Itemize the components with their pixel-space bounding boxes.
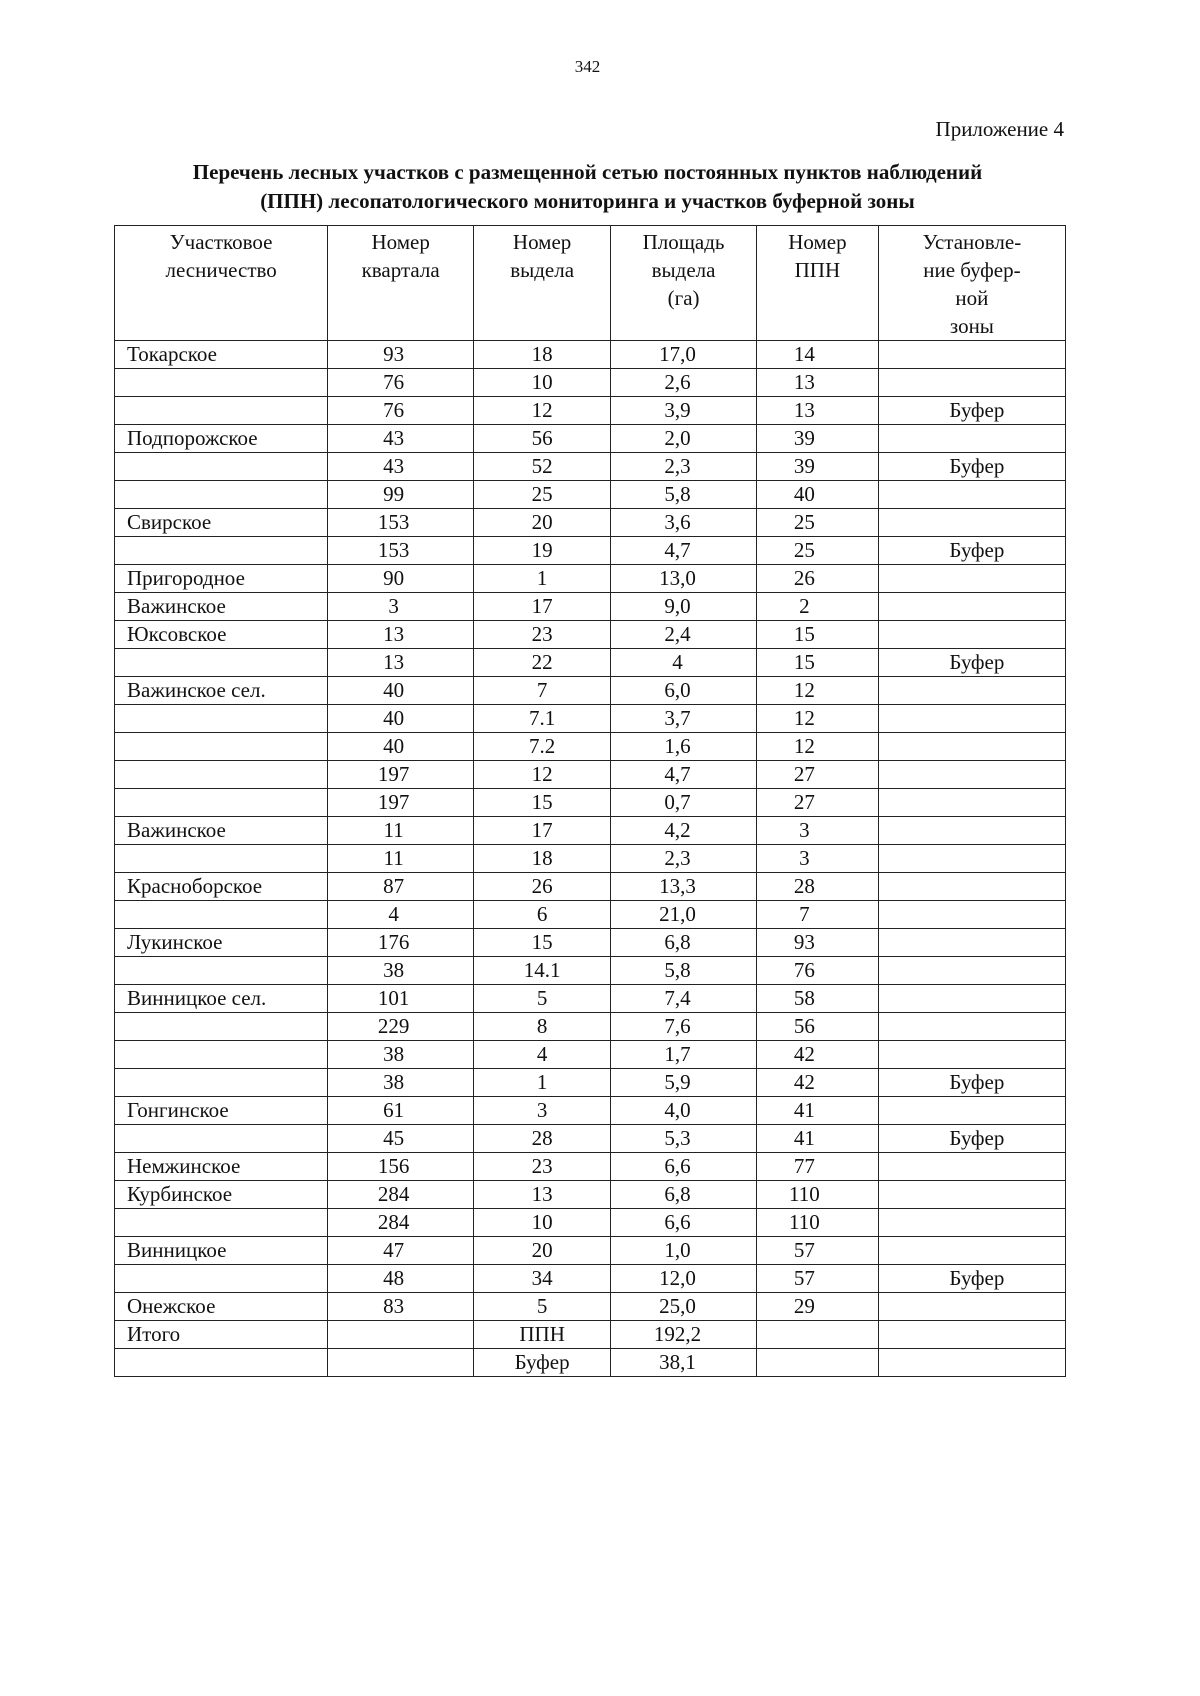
allotment-cell: 12 [474,761,611,789]
ppn-cell: 39 [756,453,878,481]
allotment-cell: 28 [474,1125,611,1153]
quarter-cell [328,1349,474,1377]
allotment-cell: 3 [474,1097,611,1125]
area-cell: 5,3 [611,1125,757,1153]
area-cell: 12,0 [611,1265,757,1293]
area-cell: 7,4 [611,985,757,1013]
area-cell: 5,8 [611,957,757,985]
buffer-cell [878,817,1065,845]
header-allotment-line-2: выдела [510,258,575,282]
allotment-cell: 1 [474,1069,611,1097]
forestry-cell: Онежское [115,1293,328,1321]
forestry-cell: Важинское [115,593,328,621]
forestry-cell [115,1125,328,1153]
area-cell: 4,2 [611,817,757,845]
area-cell: 1,6 [611,733,757,761]
title-line-2: (ППН) лесопатологического мониторинга и участков буферной зоны [260,189,915,213]
buffer-cell [878,1041,1065,1069]
header-ppn-line-2: ППН [794,258,841,282]
allotment-cell: 13 [474,1181,611,1209]
table-row [115,593,1066,621]
buffer-cell: Буфер [878,397,1065,425]
table-row [115,565,1066,593]
table-row [115,453,1066,481]
area-cell: 2,3 [611,845,757,873]
forestry-cell [115,1209,328,1237]
quarter-cell: 38 [328,1069,474,1097]
ppn-cell: 12 [756,733,878,761]
forestry-cell [115,453,328,481]
table-row [115,817,1066,845]
buffer-cell [878,1293,1065,1321]
buffer-cell [878,789,1065,817]
ppn-cell: 12 [756,705,878,733]
buffer-cell [878,341,1065,369]
forestry-cell [115,1013,328,1041]
ppn-cell: 15 [756,649,878,677]
forestry-cell [115,397,328,425]
forest-plots-table [114,225,1066,1377]
forestry-cell [115,957,328,985]
area-cell: 13,3 [611,873,757,901]
area-cell: 17,0 [611,341,757,369]
allotment-cell: 7.1 [474,705,611,733]
table-row [115,397,1066,425]
table-row [115,1013,1066,1041]
document-title [100,158,1075,216]
quarter-cell: 156 [328,1153,474,1181]
header-area-line-3: (га) [667,286,700,310]
table-row [115,1237,1066,1265]
ppn-cell: 2 [756,593,878,621]
ppn-cell: 93 [756,929,878,957]
table-row [115,1209,1066,1237]
table-row [115,845,1066,873]
ppn-cell: 76 [756,957,878,985]
allotment-cell: 6 [474,901,611,929]
header-buffer-line-4: зоны [949,314,994,338]
allotment-cell: 18 [474,341,611,369]
ppn-cell: 41 [756,1125,878,1153]
buffer-cell [878,873,1065,901]
buffer-cell [878,677,1065,705]
ppn-cell: 27 [756,761,878,789]
table-row [115,1265,1066,1293]
allotment-cell: 1 [474,565,611,593]
header-forestry-line-2: лесничество [165,258,277,282]
header-forestry [115,226,328,341]
allotment-cell: 56 [474,425,611,453]
buffer-cell [878,509,1065,537]
header-quarter-line-2: квартала [361,258,440,282]
forestry-cell [115,733,328,761]
allotment-cell: 4 [474,1041,611,1069]
buffer-cell [878,1237,1065,1265]
buffer-cell [878,1321,1065,1349]
ppn-cell: 57 [756,1237,878,1265]
buffer-cell [878,901,1065,929]
ppn-cell: 57 [756,1265,878,1293]
header-forestry-line-1: Участковое [169,230,273,254]
area-cell: 2,0 [611,425,757,453]
quarter-cell: 45 [328,1125,474,1153]
header-quarter-number [328,226,474,341]
forestry-cell: Токарское [115,341,328,369]
allotment-cell: 23 [474,621,611,649]
area-cell: 5,9 [611,1069,757,1097]
allotment-cell: 23 [474,1153,611,1181]
table-row [115,649,1066,677]
area-cell: 38,1 [611,1349,757,1377]
buffer-cell [878,733,1065,761]
buffer-cell: Буфер [878,1265,1065,1293]
area-cell: 1,7 [611,1041,757,1069]
forestry-cell [115,1265,328,1293]
ppn-cell: 56 [756,1013,878,1041]
forestry-cell [115,1349,328,1377]
table-row [115,621,1066,649]
quarter-cell: 197 [328,761,474,789]
allotment-cell: 18 [474,845,611,873]
allotment-cell: 17 [474,593,611,621]
forestry-cell [115,901,328,929]
buffer-cell [878,369,1065,397]
table-row [115,1097,1066,1125]
area-cell: 0,7 [611,789,757,817]
quarter-cell: 13 [328,649,474,677]
forestry-cell [115,705,328,733]
table-row [115,1349,1066,1377]
quarter-cell: 48 [328,1265,474,1293]
area-cell: 2,4 [611,621,757,649]
buffer-cell [878,957,1065,985]
forestry-cell: Красноборское [115,873,328,901]
table-row [115,929,1066,957]
table-header-row [115,226,1066,341]
table-row [115,1069,1066,1097]
quarter-cell: 47 [328,1237,474,1265]
forestry-cell: Пригородное [115,565,328,593]
area-cell: 4,7 [611,761,757,789]
quarter-cell: 83 [328,1293,474,1321]
allotment-cell: 22 [474,649,611,677]
table-row [115,341,1066,369]
quarter-cell: 87 [328,873,474,901]
area-cell: 4,7 [611,537,757,565]
allotment-cell: 5 [474,985,611,1013]
quarter-cell: 43 [328,453,474,481]
quarter-cell: 153 [328,509,474,537]
buffer-cell [878,621,1065,649]
forestry-cell: Винницкое сел. [115,985,328,1013]
area-cell: 3,9 [611,397,757,425]
forestry-cell [115,789,328,817]
header-buffer-zone [878,226,1065,341]
ppn-cell: 110 [756,1181,878,1209]
allotment-cell: 8 [474,1013,611,1041]
buffer-cell: Буфер [878,1125,1065,1153]
forestry-cell [115,761,328,789]
buffer-cell [878,593,1065,621]
forestry-cell: Гонгинское [115,1097,328,1125]
quarter-cell: 76 [328,397,474,425]
table-row [115,1321,1066,1349]
area-cell: 9,0 [611,593,757,621]
allotment-cell: 19 [474,537,611,565]
quarter-cell: 90 [328,565,474,593]
ppn-cell: 14 [756,341,878,369]
area-cell: 3,6 [611,509,757,537]
ppn-cell: 110 [756,1209,878,1237]
buffer-cell [878,1097,1065,1125]
quarter-cell: 11 [328,817,474,845]
area-cell: 6,0 [611,677,757,705]
forestry-cell: Лукинское [115,929,328,957]
ppn-cell: 13 [756,369,878,397]
forestry-cell: Свирское [115,509,328,537]
table-body [115,341,1066,1377]
quarter-cell: 229 [328,1013,474,1041]
allotment-cell: 17 [474,817,611,845]
buffer-cell [878,845,1065,873]
quarter-cell: 40 [328,677,474,705]
header-ppn-line-1: Номер [788,230,847,254]
buffer-cell [878,929,1065,957]
table-row [115,425,1066,453]
ppn-cell: 25 [756,509,878,537]
area-cell: 4,0 [611,1097,757,1125]
buffer-cell [878,1181,1065,1209]
forestry-cell: Винницкое [115,1237,328,1265]
quarter-cell: 284 [328,1181,474,1209]
quarter-cell: 13 [328,621,474,649]
area-cell: 7,6 [611,1013,757,1041]
header-quarter-line-1: Номер [371,230,430,254]
allotment-cell: Буфер [474,1349,611,1377]
table-row [115,1293,1066,1321]
quarter-cell: 197 [328,789,474,817]
forestry-cell: Важинское сел. [115,677,328,705]
quarter-cell: 76 [328,369,474,397]
area-cell: 2,3 [611,453,757,481]
allotment-cell: 25 [474,481,611,509]
table-row [115,481,1066,509]
forestry-cell [115,649,328,677]
header-buffer-line-1: Установле- [922,230,1022,254]
buffer-cell [878,1013,1065,1041]
header-area [611,226,757,341]
quarter-cell: 11 [328,845,474,873]
area-cell: 21,0 [611,901,757,929]
ppn-cell: 7 [756,901,878,929]
forestry-cell [115,845,328,873]
allotment-cell: 15 [474,929,611,957]
forestry-cell: Итого [115,1321,328,1349]
allotment-cell: 12 [474,397,611,425]
buffer-cell [878,565,1065,593]
buffer-cell: Буфер [878,537,1065,565]
area-cell: 25,0 [611,1293,757,1321]
buffer-cell [878,705,1065,733]
quarter-cell: 40 [328,705,474,733]
area-cell: 13,0 [611,565,757,593]
table-row [115,985,1066,1013]
ppn-cell: 25 [756,537,878,565]
quarter-cell: 43 [328,425,474,453]
header-ppn-number [756,226,878,341]
allotment-cell: 5 [474,1293,611,1321]
table-row [115,369,1066,397]
buffer-cell [878,761,1065,789]
table-row [115,901,1066,929]
buffer-cell [878,1153,1065,1181]
ppn-cell: 29 [756,1293,878,1321]
ppn-cell: 41 [756,1097,878,1125]
allotment-cell: 7.2 [474,733,611,761]
quarter-cell: 38 [328,1041,474,1069]
quarter-cell: 284 [328,1209,474,1237]
forestry-cell: Немжинское [115,1153,328,1181]
buffer-cell: Буфер [878,649,1065,677]
area-cell: 4 [611,649,757,677]
header-allotment-number [474,226,611,341]
ppn-cell: 26 [756,565,878,593]
ppn-cell: 13 [756,397,878,425]
allotment-cell: 52 [474,453,611,481]
table-row [115,1181,1066,1209]
buffer-cell [878,1209,1065,1237]
forestry-cell [115,537,328,565]
table-row [115,509,1066,537]
area-cell: 1,0 [611,1237,757,1265]
forestry-cell [115,481,328,509]
quarter-cell: 3 [328,593,474,621]
area-cell: 6,8 [611,1181,757,1209]
ppn-cell: 58 [756,985,878,1013]
quarter-cell [328,1321,474,1349]
quarter-cell: 61 [328,1097,474,1125]
table-row [115,873,1066,901]
table-row [115,705,1066,733]
allotment-cell: ППН [474,1321,611,1349]
table-row [115,761,1066,789]
header-allotment-line-1: Номер [512,230,572,254]
area-cell: 6,6 [611,1209,757,1237]
table-row [115,1153,1066,1181]
quarter-cell: 4 [328,901,474,929]
header-buffer-line-2: ние буфер- [923,258,1021,282]
appendix-label: Приложение 4 [935,117,1064,141]
quarter-cell: 153 [328,537,474,565]
ppn-cell: 39 [756,425,878,453]
buffer-cell [878,1349,1065,1377]
header-area-line-2: выдела [651,258,716,282]
table-row [115,677,1066,705]
allotment-cell: 15 [474,789,611,817]
quarter-cell: 93 [328,341,474,369]
forestry-cell: Курбинское [115,1181,328,1209]
quarter-cell: 99 [328,481,474,509]
area-cell: 192,2 [611,1321,757,1349]
area-cell: 6,8 [611,929,757,957]
ppn-cell: 42 [756,1069,878,1097]
header-buffer-line-3: ной [955,286,989,310]
allotment-cell: 10 [474,369,611,397]
buffer-cell [878,425,1065,453]
area-cell: 6,6 [611,1153,757,1181]
area-cell: 2,6 [611,369,757,397]
quarter-cell: 40 [328,733,474,761]
table-row [115,537,1066,565]
table-row [115,957,1066,985]
allotment-cell: 10 [474,1209,611,1237]
table-row [115,1125,1066,1153]
allotment-cell: 34 [474,1265,611,1293]
allotment-cell: 7 [474,677,611,705]
ppn-cell: 77 [756,1153,878,1181]
buffer-cell [878,985,1065,1013]
table-row [115,1041,1066,1069]
ppn-cell [756,1321,878,1349]
forestry-cell: Юксовское [115,621,328,649]
allotment-cell: 20 [474,509,611,537]
forestry-cell [115,1069,328,1097]
page-number: 342 [574,57,601,76]
table-row [115,789,1066,817]
forestry-cell: Важинское [115,817,328,845]
ppn-cell: 3 [756,817,878,845]
area-cell: 3,7 [611,705,757,733]
buffer-cell: Буфер [878,1069,1065,1097]
ppn-cell [756,1349,878,1377]
allotment-cell: 20 [474,1237,611,1265]
ppn-cell: 28 [756,873,878,901]
buffer-cell [878,481,1065,509]
quarter-cell: 38 [328,957,474,985]
ppn-cell: 15 [756,621,878,649]
table-row [115,733,1066,761]
forestry-cell [115,369,328,397]
ppn-cell: 42 [756,1041,878,1069]
forestry-cell: Подпорожское [115,425,328,453]
ppn-cell: 40 [756,481,878,509]
ppn-cell: 3 [756,845,878,873]
area-cell: 5,8 [611,481,757,509]
ppn-cell: 12 [756,677,878,705]
quarter-cell: 101 [328,985,474,1013]
forestry-cell [115,1041,328,1069]
allotment-cell: 14.1 [474,957,611,985]
header-area-line-1: Площадь [642,230,725,254]
allotment-cell: 26 [474,873,611,901]
ppn-cell: 27 [756,789,878,817]
quarter-cell: 176 [328,929,474,957]
buffer-cell: Буфер [878,453,1065,481]
title-line-1: Перечень лесных участков с размещенной сетью постоянных пунктов наблюдений [192,160,983,184]
